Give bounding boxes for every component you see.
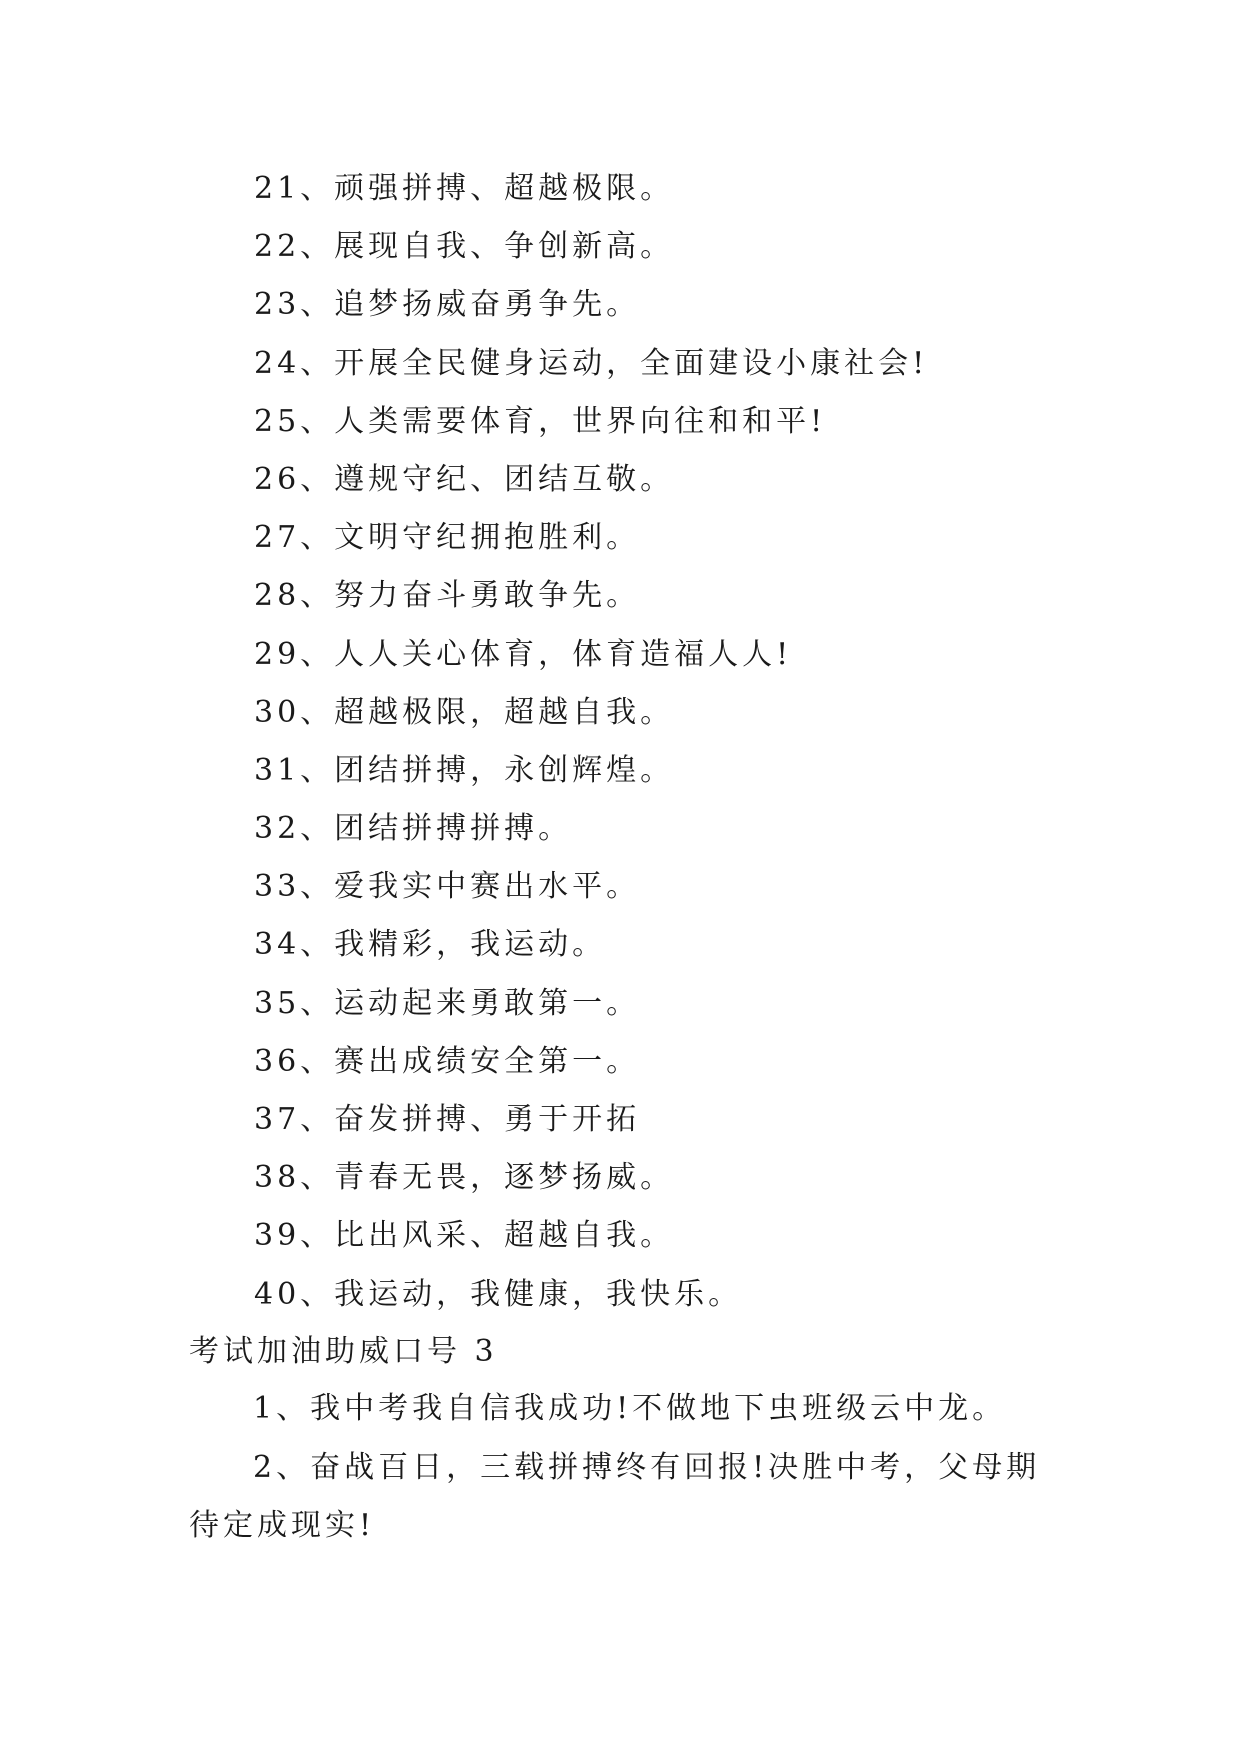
slogan-33: 33、爱我实中赛出水平。: [254, 869, 641, 905]
slogan-26: 26、遵规守纪、团结互敬。: [254, 461, 675, 497]
slogan-28: 28、努力奋斗勇敢争先。: [254, 578, 641, 614]
slogan-37: 37、奋发拼搏、勇于开拓: [254, 1102, 641, 1137]
slogan-27: 27、文明守纪拥抱胜利。: [254, 520, 641, 556]
slogan-34: 34、我精彩，我运动。: [254, 927, 607, 963]
section-paragraph-1: 1、我中考我自信我成功!不做地下虫班级云中龙。: [253, 1391, 1007, 1426]
slogan-35: 35、运动起来勇敢第一。: [254, 985, 641, 1021]
slogan-21: 21、顽强拼搏、超越极限。: [254, 171, 675, 206]
slogan-22: 22、展现自我、争创新高。: [254, 229, 675, 265]
slogan-39: 39、比出风采、超越自我。: [254, 1218, 675, 1254]
slogan-23: 23、追梦扬威奋勇争先。: [254, 287, 641, 323]
slogan-30: 30、超越极限，超越自我。: [254, 694, 675, 730]
section-paragraphs: [189, 1380, 1059, 1556]
slogan-31: 31、团结拼搏，永创辉煌。: [254, 752, 675, 788]
slogan-29: 29、人人关心体育，体育造福人人!: [254, 636, 793, 672]
slogan-36: 36、赛出成绩安全第一。: [254, 1043, 641, 1079]
slogan-24: 24、开展全民健身运动，全面建设小康社会!: [254, 345, 929, 381]
slogan-40: 40、我运动，我健康，我快乐。: [254, 1276, 743, 1312]
slogan-38: 38、青春无畏，逐梦扬威。: [254, 1160, 675, 1196]
slogan-25: 25、人类需要体育，世界向往和和平!: [254, 403, 827, 439]
section-paragraph-2: 2、奋战百日，三载拼搏终有回报!决胜中考，父母期待定成现实!: [189, 1449, 1041, 1543]
section-heading: 考试加油助威口号 3: [189, 1334, 498, 1369]
slogan-32: 32、团结拼搏拼搏。: [254, 811, 573, 847]
slogan-list: [254, 160, 928, 1324]
